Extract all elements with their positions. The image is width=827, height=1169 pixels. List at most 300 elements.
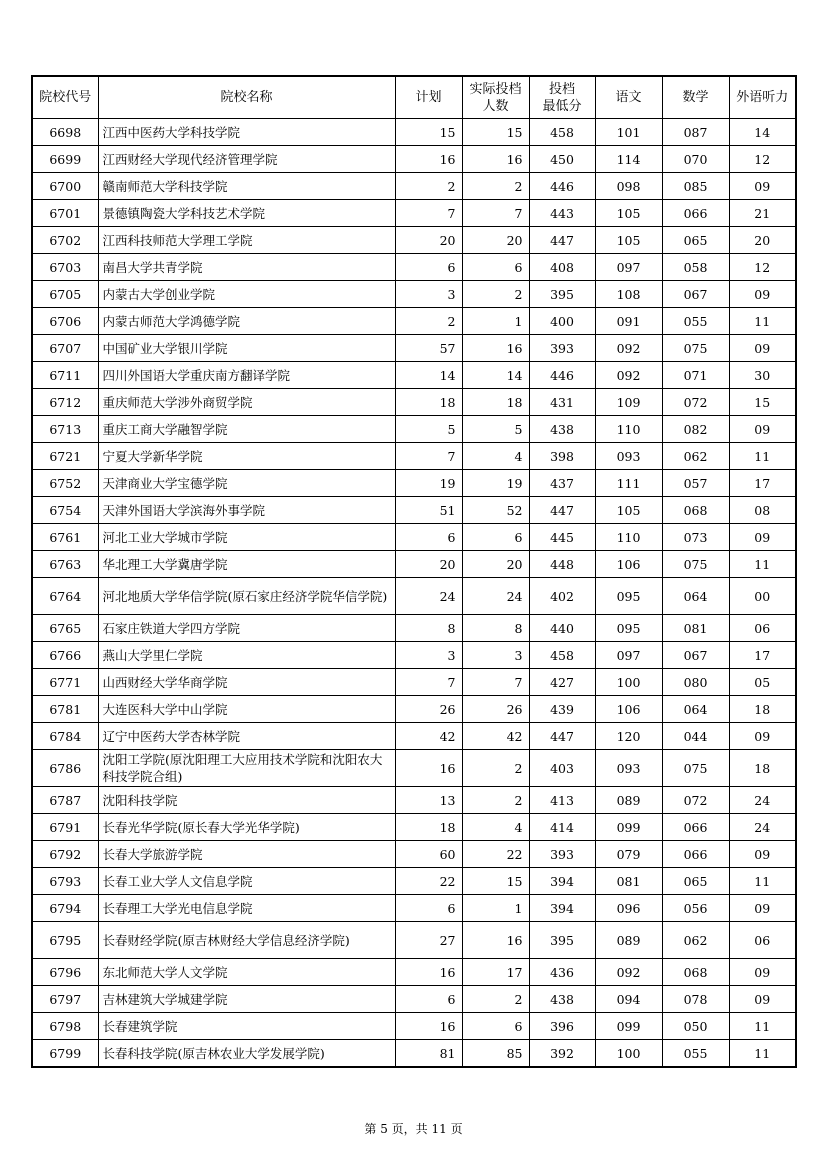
cell-actual-count: 16 [462, 146, 529, 173]
cell-min-score: 436 [529, 959, 595, 986]
cell-school-code: 6712 [32, 389, 98, 416]
admission-table-container [31, 75, 795, 1068]
admission-table [31, 75, 797, 1068]
cell-math: 070 [662, 146, 729, 173]
cell-chinese: 089 [595, 922, 662, 959]
cell-chinese: 106 [595, 551, 662, 578]
cell-math: 058 [662, 254, 729, 281]
cell-school-code: 6702 [32, 227, 98, 254]
cell-min-score: 437 [529, 470, 595, 497]
cell-school-name: 内蒙古大学创业学院 [98, 281, 395, 308]
cell-school-name: 沈阳科技学院 [98, 787, 395, 814]
cell-foreign-listening: 17 [729, 470, 796, 497]
cell-plan: 7 [395, 443, 462, 470]
table-row [32, 787, 796, 814]
cell-actual-count: 22 [462, 841, 529, 868]
table-row [32, 416, 796, 443]
table-body [32, 119, 796, 1068]
cell-actual-count: 7 [462, 200, 529, 227]
cell-chinese: 110 [595, 524, 662, 551]
cell-min-score: 447 [529, 723, 595, 750]
cell-foreign-listening: 09 [729, 173, 796, 200]
cell-school-code: 6754 [32, 497, 98, 524]
cell-plan: 24 [395, 578, 462, 615]
cell-actual-count: 52 [462, 497, 529, 524]
cell-foreign-listening: 24 [729, 787, 796, 814]
cell-plan: 16 [395, 750, 462, 787]
cell-school-name: 长春理工大学光电信息学院 [98, 895, 395, 922]
table-row [32, 281, 796, 308]
cell-school-code: 6765 [32, 615, 98, 642]
cell-plan: 42 [395, 723, 462, 750]
table-row [32, 254, 796, 281]
table-row [32, 551, 796, 578]
cell-school-name: 辽宁中医药大学杏林学院 [98, 723, 395, 750]
cell-plan: 57 [395, 335, 462, 362]
cell-actual-count: 4 [462, 443, 529, 470]
cell-min-score: 445 [529, 524, 595, 551]
cell-min-score: 400 [529, 308, 595, 335]
cell-school-name: 江西科技师范大学理工学院 [98, 227, 395, 254]
header-min-score [529, 76, 595, 119]
cell-school-code: 6794 [32, 895, 98, 922]
cell-foreign-listening: 17 [729, 642, 796, 669]
cell-min-score: 393 [529, 841, 595, 868]
table-row [32, 578, 796, 615]
cell-actual-count: 16 [462, 922, 529, 959]
cell-school-code: 6771 [32, 669, 98, 696]
cell-foreign-listening: 08 [729, 497, 796, 524]
cell-foreign-listening: 24 [729, 814, 796, 841]
table-row [32, 750, 796, 787]
cell-school-name: 重庆师范大学涉外商贸学院 [98, 389, 395, 416]
cell-min-score: 448 [529, 551, 595, 578]
table-row [32, 119, 796, 146]
table-row [32, 814, 796, 841]
cell-min-score: 447 [529, 497, 595, 524]
cell-min-score: 440 [529, 615, 595, 642]
cell-actual-count: 5 [462, 416, 529, 443]
cell-actual-count: 6 [462, 254, 529, 281]
cell-school-code: 6706 [32, 308, 98, 335]
cell-actual-count: 17 [462, 959, 529, 986]
cell-school-name: 长春光华学院(原长春大学光华学院) [98, 814, 395, 841]
cell-foreign-listening: 11 [729, 308, 796, 335]
cell-math: 067 [662, 642, 729, 669]
cell-school-code: 6786 [32, 750, 98, 787]
cell-foreign-listening: 30 [729, 362, 796, 389]
cell-plan: 15 [395, 119, 462, 146]
cell-school-name: 长春大学旅游学院 [98, 841, 395, 868]
cell-min-score: 446 [529, 173, 595, 200]
header-school-code: 院校代号 [32, 76, 98, 119]
cell-school-name: 江西中医药大学科技学院 [98, 119, 395, 146]
cell-actual-count: 6 [462, 1013, 529, 1040]
cell-chinese: 099 [595, 814, 662, 841]
cell-school-code: 6752 [32, 470, 98, 497]
cell-min-score: 431 [529, 389, 595, 416]
cell-actual-count: 15 [462, 119, 529, 146]
cell-actual-count: 19 [462, 470, 529, 497]
table-row [32, 200, 796, 227]
cell-math: 072 [662, 787, 729, 814]
cell-chinese: 097 [595, 642, 662, 669]
cell-chinese: 099 [595, 1013, 662, 1040]
cell-chinese: 091 [595, 308, 662, 335]
cell-math: 055 [662, 308, 729, 335]
cell-actual-count: 24 [462, 578, 529, 615]
cell-foreign-listening: 11 [729, 1040, 796, 1068]
cell-school-name: 赣南师范大学科技学院 [98, 173, 395, 200]
cell-actual-count: 26 [462, 696, 529, 723]
cell-actual-count: 42 [462, 723, 529, 750]
cell-plan: 19 [395, 470, 462, 497]
cell-plan: 81 [395, 1040, 462, 1068]
cell-min-score: 414 [529, 814, 595, 841]
cell-school-code: 6787 [32, 787, 98, 814]
cell-math: 068 [662, 959, 729, 986]
cell-min-score: 439 [529, 696, 595, 723]
cell-school-code: 6711 [32, 362, 98, 389]
cell-min-score: 392 [529, 1040, 595, 1068]
cell-math: 050 [662, 1013, 729, 1040]
cell-school-name: 长春建筑学院 [98, 1013, 395, 1040]
cell-school-code: 6799 [32, 1040, 98, 1068]
cell-plan: 18 [395, 389, 462, 416]
cell-school-code: 6764 [32, 578, 98, 615]
table-row [32, 470, 796, 497]
cell-foreign-listening: 06 [729, 922, 796, 959]
cell-plan: 60 [395, 841, 462, 868]
cell-foreign-listening: 09 [729, 986, 796, 1013]
cell-foreign-listening: 11 [729, 1013, 796, 1040]
cell-math: 085 [662, 173, 729, 200]
cell-plan: 3 [395, 642, 462, 669]
cell-math: 087 [662, 119, 729, 146]
cell-plan: 26 [395, 696, 462, 723]
cell-foreign-listening: 11 [729, 443, 796, 470]
cell-school-code: 6766 [32, 642, 98, 669]
cell-plan: 18 [395, 814, 462, 841]
cell-school-code: 6795 [32, 922, 98, 959]
cell-foreign-listening: 00 [729, 578, 796, 615]
cell-foreign-listening: 11 [729, 868, 796, 895]
cell-actual-count: 15 [462, 868, 529, 895]
cell-school-name: 河北地质大学华信学院(原石家庄经济学院华信学院) [98, 578, 395, 615]
header-actual-count [462, 76, 529, 119]
cell-plan: 13 [395, 787, 462, 814]
cell-school-name: 南昌大学共青学院 [98, 254, 395, 281]
cell-chinese: 081 [595, 868, 662, 895]
cell-actual-count: 18 [462, 389, 529, 416]
cell-school-name: 中国矿业大学银川学院 [98, 335, 395, 362]
cell-chinese: 108 [595, 281, 662, 308]
header-school-name: 院校名称 [98, 76, 395, 119]
cell-school-name: 天津外国语大学滨海外事学院 [98, 497, 395, 524]
cell-school-name: 吉林建筑大学城建学院 [98, 986, 395, 1013]
cell-school-code: 6793 [32, 868, 98, 895]
table-row [32, 642, 796, 669]
table-row [32, 841, 796, 868]
cell-school-code: 6698 [32, 119, 98, 146]
cell-foreign-listening: 05 [729, 669, 796, 696]
header-chinese: 语文 [595, 76, 662, 119]
cell-school-name: 东北师范大学人文学院 [98, 959, 395, 986]
cell-foreign-listening: 11 [729, 551, 796, 578]
cell-school-code: 6797 [32, 986, 98, 1013]
cell-school-code: 6703 [32, 254, 98, 281]
cell-math: 065 [662, 227, 729, 254]
cell-min-score: 446 [529, 362, 595, 389]
cell-min-score: 450 [529, 146, 595, 173]
cell-chinese: 095 [595, 578, 662, 615]
cell-plan: 27 [395, 922, 462, 959]
cell-foreign-listening: 09 [729, 841, 796, 868]
cell-min-score: 458 [529, 642, 595, 669]
cell-school-name: 大连医科大学中山学院 [98, 696, 395, 723]
header-min-line1: 投档 [548, 81, 575, 97]
cell-math: 057 [662, 470, 729, 497]
cell-math: 082 [662, 416, 729, 443]
cell-actual-count: 14 [462, 362, 529, 389]
cell-min-score: 395 [529, 281, 595, 308]
cell-actual-count: 2 [462, 281, 529, 308]
cell-math: 067 [662, 281, 729, 308]
cell-chinese: 098 [595, 173, 662, 200]
cell-school-code: 6791 [32, 814, 98, 841]
table-row [32, 615, 796, 642]
cell-math: 068 [662, 497, 729, 524]
cell-foreign-listening: 09 [729, 416, 796, 443]
cell-plan: 2 [395, 308, 462, 335]
table-row [32, 524, 796, 551]
cell-min-score: 408 [529, 254, 595, 281]
table-row [32, 895, 796, 922]
cell-chinese: 092 [595, 335, 662, 362]
cell-chinese: 105 [595, 200, 662, 227]
cell-chinese: 094 [595, 986, 662, 1013]
cell-min-score: 447 [529, 227, 595, 254]
table-row [32, 1040, 796, 1068]
cell-foreign-listening: 09 [729, 895, 796, 922]
cell-school-name: 华北理工大学冀唐学院 [98, 551, 395, 578]
table-header [32, 76, 796, 119]
cell-chinese: 095 [595, 615, 662, 642]
cell-chinese: 101 [595, 119, 662, 146]
cell-math: 075 [662, 750, 729, 787]
table-row [32, 443, 796, 470]
page-footer: 第 5 页，共 11 页 [364, 1122, 463, 1136]
table-row [32, 868, 796, 895]
cell-plan: 20 [395, 551, 462, 578]
header-actual-line1: 实际投档 [469, 81, 522, 97]
cell-min-score: 396 [529, 1013, 595, 1040]
cell-actual-count: 2 [462, 750, 529, 787]
cell-min-score: 413 [529, 787, 595, 814]
cell-foreign-listening: 09 [729, 959, 796, 986]
cell-school-name: 宁夏大学新华学院 [98, 443, 395, 470]
cell-chinese: 093 [595, 750, 662, 787]
cell-chinese: 106 [595, 696, 662, 723]
cell-math: 065 [662, 868, 729, 895]
table-row [32, 696, 796, 723]
cell-chinese: 089 [595, 787, 662, 814]
cell-school-code: 6700 [32, 173, 98, 200]
header-min-line2: 最低分 [542, 98, 582, 114]
table-row [32, 723, 796, 750]
cell-actual-count: 16 [462, 335, 529, 362]
cell-school-code: 6796 [32, 959, 98, 986]
cell-math: 066 [662, 200, 729, 227]
cell-actual-count: 20 [462, 551, 529, 578]
header-plan: 计划 [395, 76, 462, 119]
cell-chinese: 114 [595, 146, 662, 173]
cell-school-name: 山西财经大学华商学院 [98, 669, 395, 696]
cell-min-score: 393 [529, 335, 595, 362]
cell-actual-count: 1 [462, 895, 529, 922]
cell-school-code: 6699 [32, 146, 98, 173]
cell-school-name: 长春工业大学人文信息学院 [98, 868, 395, 895]
cell-school-name: 河北工业大学城市学院 [98, 524, 395, 551]
cell-plan: 20 [395, 227, 462, 254]
cell-plan: 6 [395, 254, 462, 281]
cell-chinese: 105 [595, 227, 662, 254]
table-row [32, 922, 796, 959]
cell-actual-count: 2 [462, 986, 529, 1013]
cell-actual-count: 2 [462, 173, 529, 200]
table-row [32, 227, 796, 254]
cell-school-code: 6705 [32, 281, 98, 308]
cell-math: 075 [662, 335, 729, 362]
cell-school-code: 6761 [32, 524, 98, 551]
cell-foreign-listening: 18 [729, 750, 796, 787]
cell-foreign-listening: 18 [729, 696, 796, 723]
table-row [32, 669, 796, 696]
cell-school-code: 6701 [32, 200, 98, 227]
cell-min-score: 402 [529, 578, 595, 615]
cell-school-code: 6792 [32, 841, 98, 868]
cell-plan: 7 [395, 669, 462, 696]
cell-plan: 16 [395, 1013, 462, 1040]
table-row [32, 986, 796, 1013]
cell-school-name: 燕山大学里仁学院 [98, 642, 395, 669]
cell-school-code: 6707 [32, 335, 98, 362]
cell-foreign-listening: 09 [729, 723, 796, 750]
cell-math: 056 [662, 895, 729, 922]
cell-actual-count: 6 [462, 524, 529, 551]
cell-actual-count: 7 [462, 669, 529, 696]
table-row [32, 173, 796, 200]
cell-math: 075 [662, 551, 729, 578]
cell-chinese: 120 [595, 723, 662, 750]
cell-foreign-listening: 09 [729, 524, 796, 551]
cell-foreign-listening: 14 [729, 119, 796, 146]
cell-actual-count: 1 [462, 308, 529, 335]
cell-math: 066 [662, 814, 729, 841]
cell-math: 055 [662, 1040, 729, 1068]
cell-math: 081 [662, 615, 729, 642]
cell-math: 064 [662, 578, 729, 615]
cell-math: 078 [662, 986, 729, 1013]
cell-plan: 7 [395, 200, 462, 227]
cell-plan: 16 [395, 959, 462, 986]
table-row [32, 389, 796, 416]
cell-plan: 5 [395, 416, 462, 443]
table-row [32, 146, 796, 173]
cell-chinese: 092 [595, 362, 662, 389]
cell-school-name: 石家庄铁道大学四方学院 [98, 615, 395, 642]
cell-school-code: 6721 [32, 443, 98, 470]
cell-school-name: 沈阳工学院(原沈阳理工大应用技术学院和沈阳农大科技学院合组) [98, 750, 395, 787]
cell-min-score: 438 [529, 416, 595, 443]
cell-min-score: 394 [529, 895, 595, 922]
header-foreign-listening: 外语听力 [729, 76, 796, 119]
cell-chinese: 110 [595, 416, 662, 443]
cell-school-name: 景德镇陶瓷大学科技艺术学院 [98, 200, 395, 227]
cell-chinese: 105 [595, 497, 662, 524]
cell-min-score: 427 [529, 669, 595, 696]
cell-chinese: 092 [595, 959, 662, 986]
cell-chinese: 096 [595, 895, 662, 922]
cell-min-score: 403 [529, 750, 595, 787]
cell-chinese: 109 [595, 389, 662, 416]
cell-math: 044 [662, 723, 729, 750]
cell-chinese: 111 [595, 470, 662, 497]
cell-plan: 6 [395, 895, 462, 922]
cell-chinese: 100 [595, 669, 662, 696]
cell-actual-count: 2 [462, 787, 529, 814]
cell-foreign-listening: 21 [729, 200, 796, 227]
cell-actual-count: 3 [462, 642, 529, 669]
cell-plan: 14 [395, 362, 462, 389]
cell-plan: 16 [395, 146, 462, 173]
cell-plan: 3 [395, 281, 462, 308]
cell-chinese: 079 [595, 841, 662, 868]
cell-math: 073 [662, 524, 729, 551]
table-row [32, 959, 796, 986]
cell-school-name: 重庆工商大学融智学院 [98, 416, 395, 443]
cell-foreign-listening: 06 [729, 615, 796, 642]
header-math: 数学 [662, 76, 729, 119]
table-row [32, 1013, 796, 1040]
cell-min-score: 438 [529, 986, 595, 1013]
header-actual-line2: 人数 [482, 98, 509, 114]
table-row [32, 362, 796, 389]
cell-school-name: 天津商业大学宝德学院 [98, 470, 395, 497]
cell-plan: 6 [395, 524, 462, 551]
cell-math: 062 [662, 922, 729, 959]
cell-foreign-listening: 20 [729, 227, 796, 254]
cell-school-name: 江西财经大学现代经济管理学院 [98, 146, 395, 173]
cell-plan: 8 [395, 615, 462, 642]
cell-school-code: 6781 [32, 696, 98, 723]
cell-min-score: 443 [529, 200, 595, 227]
cell-actual-count: 85 [462, 1040, 529, 1068]
cell-math: 062 [662, 443, 729, 470]
cell-foreign-listening: 09 [729, 281, 796, 308]
cell-chinese: 093 [595, 443, 662, 470]
table-row [32, 497, 796, 524]
cell-plan: 2 [395, 173, 462, 200]
cell-min-score: 458 [529, 119, 595, 146]
cell-foreign-listening: 12 [729, 254, 796, 281]
cell-actual-count: 20 [462, 227, 529, 254]
cell-plan: 22 [395, 868, 462, 895]
cell-actual-count: 4 [462, 814, 529, 841]
table-row [32, 335, 796, 362]
cell-min-score: 398 [529, 443, 595, 470]
cell-foreign-listening: 09 [729, 335, 796, 362]
